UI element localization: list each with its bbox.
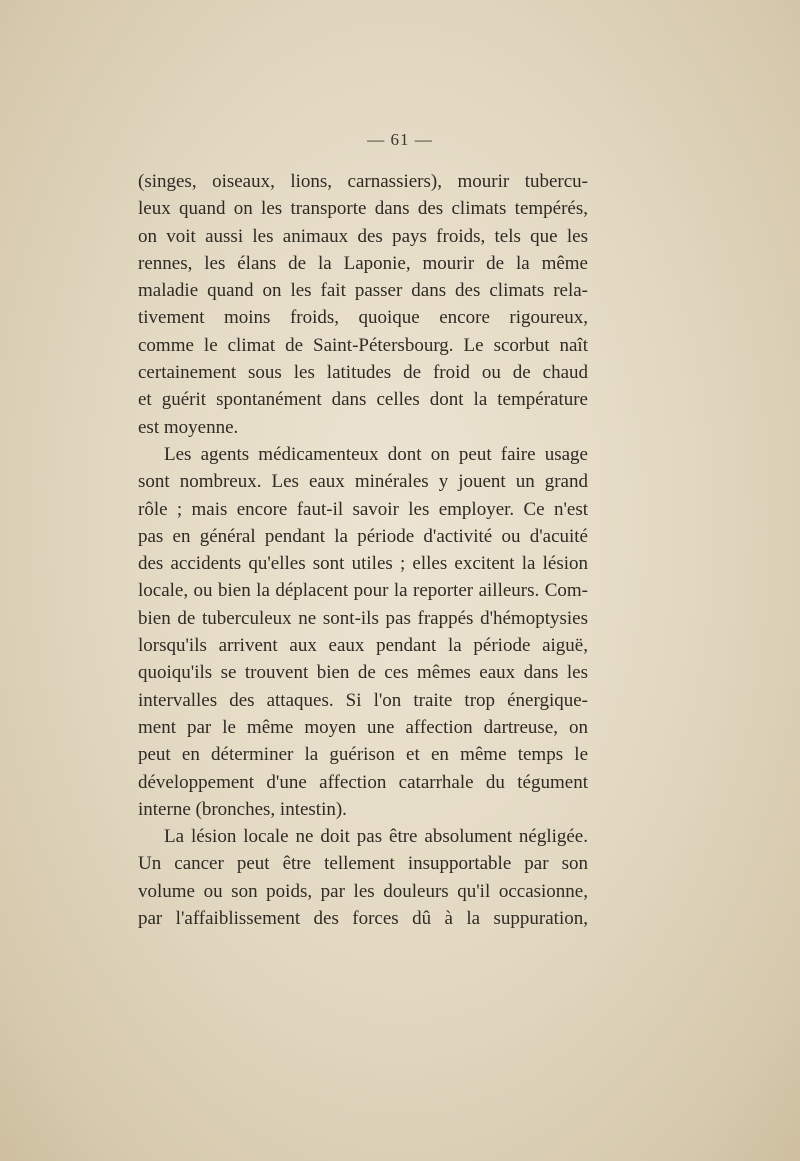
text-line: comme le climat de Saint-Pétersbourg. Le scorbut naît [138,334,588,356]
text-line: leux quand on les transporte dans des climats tempérés, [138,198,588,220]
text-line: ment par le même moyen une affection dartreuse, on [138,716,588,738]
page-number: — 61 — [367,130,433,149]
text-line: développement d'une affection catarrhale du tégument [138,771,588,793]
text-line: peut en déterminer la guérison et en même temps le [138,744,588,766]
text-line: quoiqu'ils se trouvent bien de ces mêmes eaux dans les [138,662,588,684]
text-line: rennes, les élans de la Laponie, mourir de la même [138,252,588,274]
text-line: intervalles des attaques. Si l'on traite trop énergique- [138,689,588,711]
text-line: lorsqu'ils arrivent aux eaux pendant la période aiguë, [138,635,588,657]
text-line: locale, ou bien la déplacent pour la reporter ailleurs. Com- [138,580,588,602]
text-line: Un cancer peut être tellement insupportable par son [138,853,588,875]
text-line: certainement sous les latitudes de froid ou de chaud [138,362,588,384]
text-line: rôle ; mais encore faut-il savoir les employer. Ce n'est [138,498,588,520]
text-line: tivement moins froids, quoique encore rigoureux, [138,307,588,329]
text-line: volume ou son poids, par les douleurs qu'il occasionne, [138,880,588,902]
text-line: La lésion locale ne doit pas être absolument négligée. [164,826,588,848]
text-line: interne (bronches, intestin). [138,798,347,820]
text-line: pas en général pendant la période d'activité ou d'acuité [138,525,588,547]
text-line: par l'affaiblissement des forces dû à la suppuration, [138,908,588,930]
body-text [138,168,588,932]
text-line: (singes, oiseaux, lions, carnassiers), mourir tubercu- [138,171,588,192]
text-line: est moyenne. [138,416,239,438]
text-line: bien de tuberculeux ne sont-ils pas frappés d'hémoptysies [138,607,588,629]
text-line: maladie quand on les fait passer dans des climats rela- [138,280,588,302]
text-line: et guérit spontanément dans celles dont la température [138,389,588,411]
text-line: on voit aussi les animaux des pays froids, tels que les [138,225,588,247]
text-line: Les agents médicamenteux dont on peut faire usage [164,443,588,465]
text-line: sont nombreux. Les eaux minérales y jouent un grand [138,471,588,493]
text-line: des accidents qu'elles sont utiles ; elles excitent la lésion [138,553,588,575]
